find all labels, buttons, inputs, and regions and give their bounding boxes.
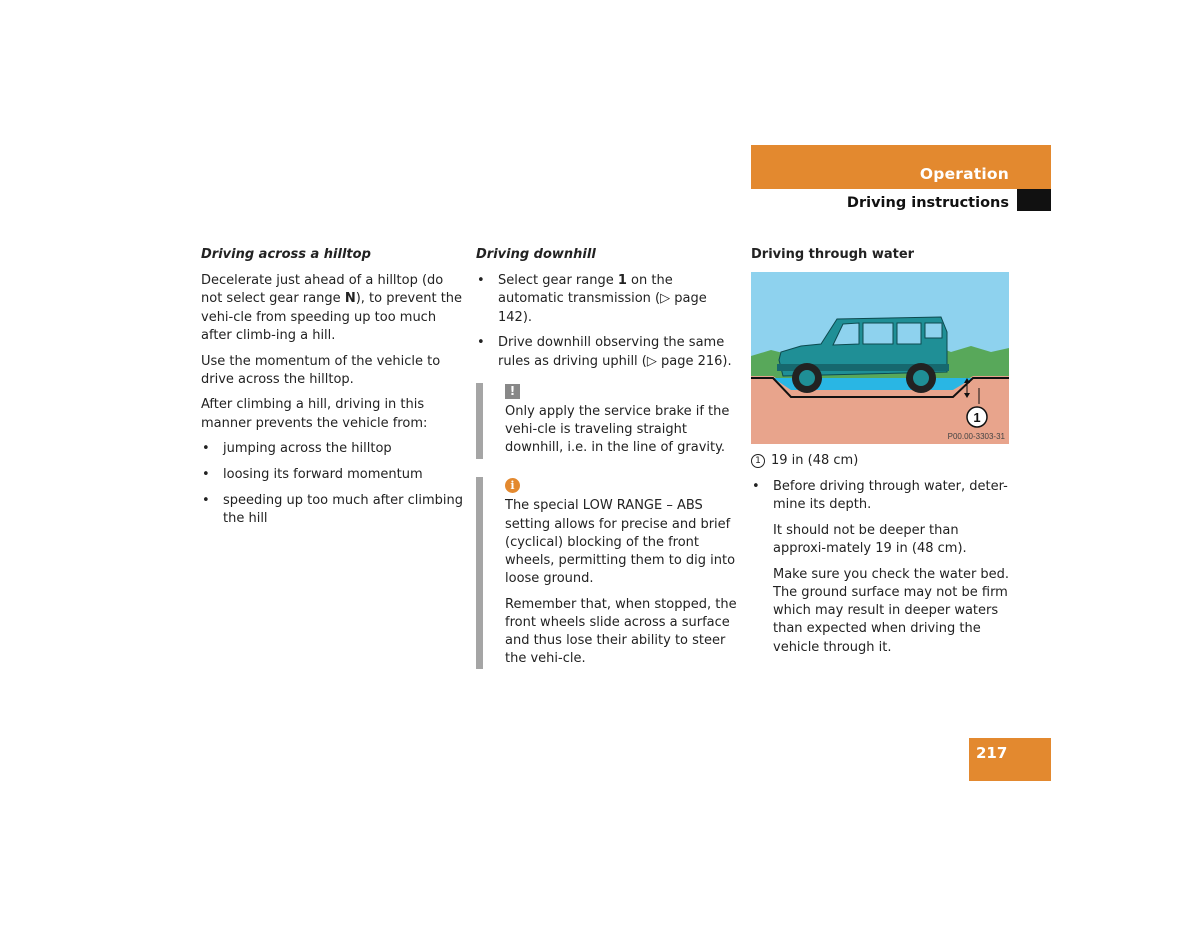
section-header-bar [751,145,1051,189]
caption-text: 19 in (48 cm) [771,453,859,469]
paragraph-after-climbing: After climbing a hill, driving in this manner prevents the vehicle from: [201,397,428,431]
bullet-icon: • [202,441,210,457]
water-bullet-list [751,478,1013,514]
list-item-text: speeding up too much after climbing the hill [223,492,463,526]
list-item [201,466,463,484]
gear-n-label: N [344,291,356,307]
info-text-low-range: The special LOW RANGE – ABS setting allows for precise and brief (cyclical) blocking of the front wheels, permitting them to dig into loose ground. [505,498,736,587]
paragraph-decelerate [201,272,463,345]
figure-caption [751,452,1013,470]
list-item [751,478,1013,514]
text-span: on the automatic transmission (▷ page 142). [498,273,707,325]
caption-number-icon: 1 [751,454,765,468]
paragraph-momentum: Use the momentum of the vehicle to drive across the hilltop. [201,353,441,387]
list-item [201,492,463,528]
heading-water: Driving through water [751,247,915,262]
list-item [476,334,738,370]
section-tab-marker [1017,189,1051,211]
warning-text: Only apply the service brake if the vehi-cle is traveling straight downhill, i.e. in the line of gravity. [505,403,730,456]
column-downhill [476,246,738,669]
warning-icon: ! [505,384,520,399]
list-item [201,440,463,458]
list-item-text: Before driving through water, deter-mine its depth. [773,478,1008,513]
page-number-box [969,738,1051,781]
downhill-bullet-list [476,272,738,371]
list-item [476,272,738,327]
heading-hilltop: Driving across a hilltop [201,247,371,262]
text-span: Select gear range [498,273,618,289]
info-note [476,477,738,668]
callout-number: 1 [973,410,981,426]
paragraph-depth-limit: It should not be deeper than approxi-mately 19 in (48 cm). [773,522,967,557]
text-span: ), to prevent the vehi-cle from speeding up too much after climb-ing a hill. [201,291,463,343]
bullet-icon: • [752,478,760,494]
list-item-text: jumping across the hilltop [223,441,392,457]
paragraph-check-waterbed: Make sure you check the water bed. The ground surface may not be firm which may result in deeper waters than expected when driving the vehicle through it. [773,566,1010,655]
list-item-text: Drive downhill observing the same rules as driving uphill (▷ page 216). [498,335,732,369]
vehicle-water-svg [751,272,1009,444]
column-water [751,246,1013,664]
bullet-icon: • [477,273,485,289]
vehicle-water-illustration [751,272,1009,444]
page-number: 217 [976,744,1008,762]
info-icon: i [505,478,520,493]
info-text-stopped: Remember that, when stopped, the front wheels slide across a surface and thus lose their ability to steer the vehi-cle. [505,596,737,667]
bullet-icon: • [202,492,210,508]
gear-1-label: 1 [617,273,627,289]
section-title: Operation [919,165,1009,183]
bullet-icon: • [477,335,485,351]
warning-note [476,383,738,460]
text-span: Decelerate just ahead of a hilltop (do not select gear range [201,273,444,307]
figure-code: P00.00-3303-31 [947,432,1005,442]
bullet-icon: • [202,467,210,483]
subsection-title: Driving instructions [846,195,1009,211]
column-hilltop [201,246,463,536]
hilltop-bullet-list [201,440,463,528]
heading-downhill: Driving downhill [476,247,596,262]
list-item-text: loosing its forward momentum [223,467,423,483]
